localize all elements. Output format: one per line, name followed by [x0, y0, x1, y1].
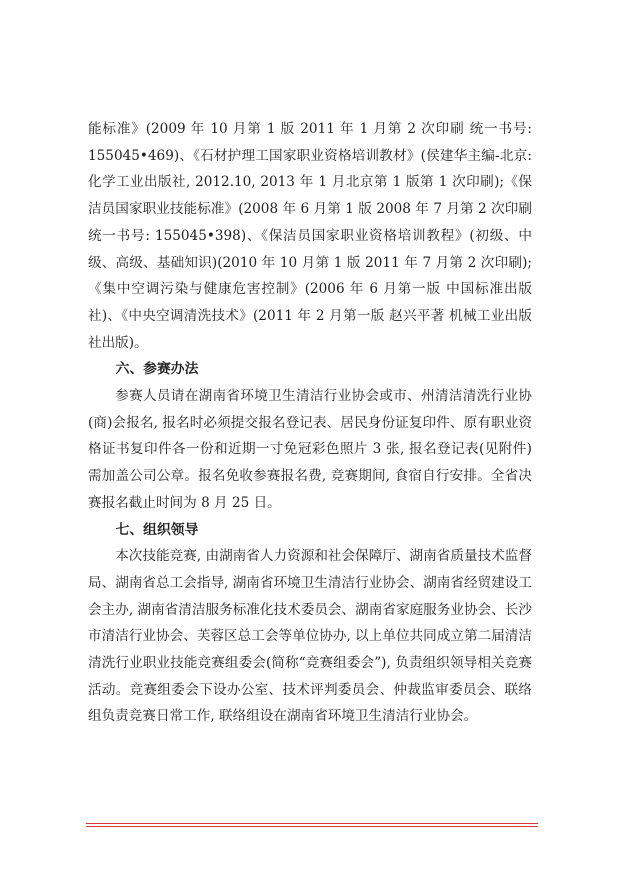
section-body-participation: 参赛人员请在湖南省环境卫生清洁行业协会或市、州清洁清洗行业协(商)会报名, 报名时必须提交报名登记表、居民身份证复印件、原有职业资格证书复印件各一份和近期一寸免冠彩色照片 3 张, 报名登记表(见附件)需加盖公司公章。报名免收参赛报名费, 竞赛期间, 食宿自行安排。全省决赛报名截止时间为 8 月 25 日。 — [88, 388, 532, 511]
footer-red-rule-top — [86, 823, 538, 824]
footer-red-rule-bottom — [86, 826, 538, 827]
section-heading-organization: 七、组织领导 — [115, 521, 199, 538]
section-heading-participation: 六、参赛办法 — [115, 361, 199, 378]
section-body-organization: 本次技能竞赛, 由湖南省人力资源和社会保障厅、湖南省质量技术监督局、湖南省总工会指导, 湖南省环境卫生清洁行业协会、湖南省经贸建设工会主办, 湖南省清洁服务标准化技术委员会、湖南省家庭服务业协会、长沙市清洁行业协会、芙蓉区总工会等单位协办, 以上单位共同成立第二届清洁清洗行业职业技能竞赛组委会(简称“竞赛组委会”), 负责组织领导相关竞赛活动。竞赛组委会下设办公室、技术评判委员会、仲裁监审委员会、联络组负责竞赛日常工作, 联络组设在湖南省环境卫生清洁行业协会。 — [88, 548, 532, 725]
document-body — [88, 116, 532, 730]
continuation-paragraph: 能标准》(2009 年 10 月第 1 版 2011 年 1 月第 2 次印刷 统一书号: 155045•469)、《石材护理工国家职业资格培训教材》(侯建华主编-北京: 化学工业出版社, 2012.10, 2013 年 1 月北京第 1 版第 1 次印刷);《保洁员国家职业技能标准》(2008 年 6 月第 1 版 2008 年 7 月第 2 次印刷 统一书号: 155045•398)、《保洁员国家职业资格培训教程》(初级、中级、高级、基础知识)(2010 年 10 月第 1 版 2011 年 7 月第 2 次印刷);《集中空调污染与健康危害控制》(2006 年 6 月第一版 中国标准出版社)、《中央空调清洗技术》(2011 年 2 月第一版 赵兴平著 机械工业出版社出版)。 — [88, 121, 532, 351]
